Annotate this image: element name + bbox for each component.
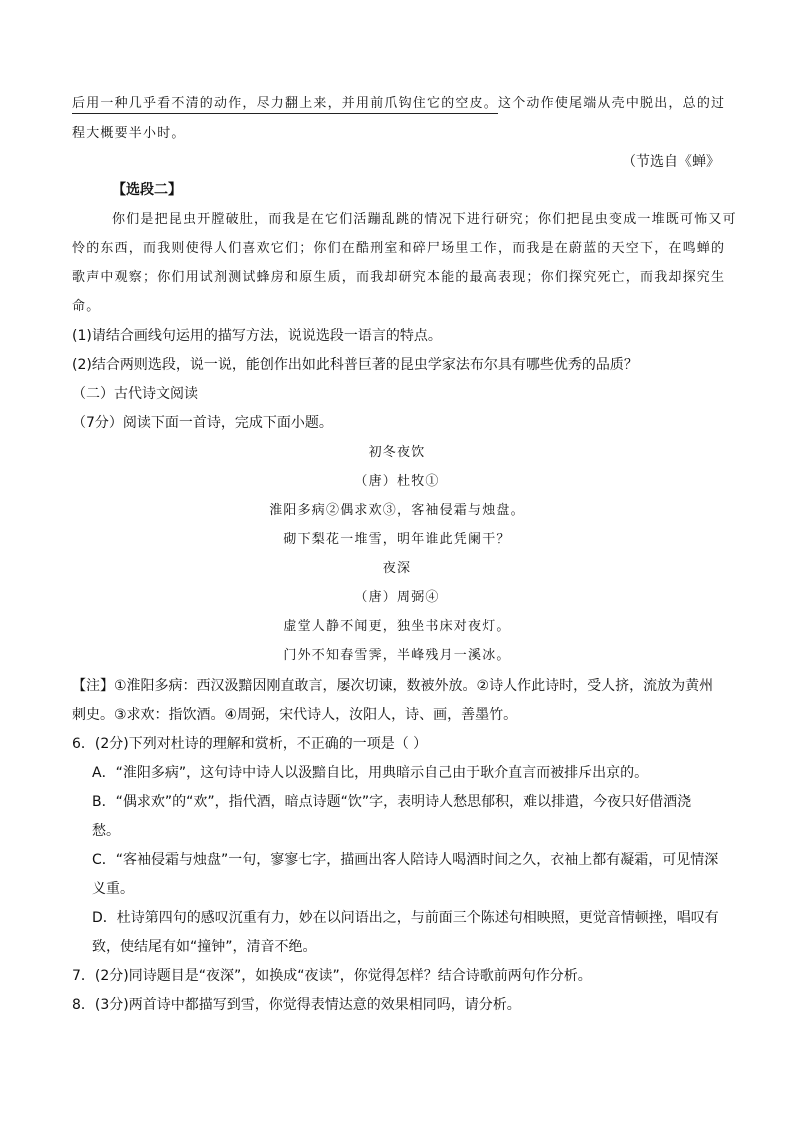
poem2-author: （唐）周弼④ bbox=[354, 590, 440, 605]
excerpt2-paragraph-line: 命。 bbox=[72, 299, 101, 314]
poem1-line: 淮阳多病②偶求欢③，客袖侵霜与烛盘。 bbox=[269, 503, 525, 518]
poem2-line: 虚堂人静不闻更，独坐书床对夜灯。 bbox=[283, 619, 511, 634]
q6-option-d: D．杜诗第四句的感叹沉重有力，妙在以问语出之，与前面三个陈述句相映照，更觉音情顿挫，唱叹有 bbox=[92, 910, 719, 926]
question-7: 7．(2分)同诗题目是“夜深”，如换成“夜读”，你觉得怎样？结合诗歌前两句作分析。 bbox=[72, 968, 592, 984]
poem2-title: 夜深 bbox=[382, 561, 412, 576]
section-instruction: （7分）阅读下面一首诗，完成下面小题。 bbox=[72, 415, 333, 431]
excerpt1-line2: 程大概要半小时。 bbox=[72, 126, 186, 141]
poem1-line: 砌下梨花一堆雪，明年谁此凭阑干？ bbox=[283, 532, 511, 547]
poem1-title: 初冬夜饮 bbox=[368, 445, 426, 460]
poem1-author: （唐）杜牧① bbox=[354, 474, 440, 489]
excerpt2-paragraph-line: 歌声中观察；你们用试剂测试蜂房和原生质，而我却研究本能的最高表现；你们探究死亡，而我却探究生 bbox=[72, 270, 726, 285]
excerpt2-heading: 【选段二】 bbox=[112, 182, 182, 198]
q6-option-c: C．“客袖侵霜与烛盘”一句，寥寥七字，描画出客人陪诗人喝酒时间之久，衣袖上都有凝霜，可见情深 bbox=[92, 852, 719, 868]
q6-option-b: B．“偶求欢”的“欢”，指代酒，暗点诗题“饮”字，表明诗人愁思郁积，难以排遣，今夜只好借酒浇 bbox=[92, 794, 692, 810]
underlined-sentence: 后用一种几乎看不清的动作，尽力翻上来，并用前爪钩住它的空皮。 bbox=[72, 96, 498, 114]
q6-option-d-cont: 致，使结尾有如“撞钟”，清音不绝。 bbox=[92, 939, 317, 955]
excerpt1-source: （节选自《蝉》 bbox=[622, 154, 720, 170]
excerpt2-paragraph-line: 你们是把昆虫开膛破肚，而我是在它们活蹦乱跳的情况下进行研究；你们把昆虫变成一堆既可怖又可 bbox=[112, 212, 737, 227]
q6-option-a: A．“淮阳多病”，这句诗中诗人以汲黯自比，用典暗示自己由于耿介直言而被排斥出京的。 bbox=[92, 765, 649, 781]
poem2-line: 门外不知春雪霁，半峰残月一溪冰。 bbox=[283, 648, 511, 663]
q6-option-c-cont: 义重。 bbox=[92, 881, 134, 897]
q6-option-b-cont: 愁。 bbox=[92, 823, 120, 839]
q6-stem: 6．(2分)下列对杜诗的理解和赏析，不正确的一项是（ ） bbox=[72, 736, 428, 752]
question-1: (1)请结合画线句运用的描写方法，说说选段一语言的特点。 bbox=[72, 328, 442, 344]
notes-line: 【注】①淮阳多病：西汉汲黯因刚直敢言，屡次切谏，数被外放。②诗人作此诗时，受人挤，流放为黄州 bbox=[72, 678, 714, 694]
notes-line: 刺史。③求欢：指饮酒。④周弼，宋代诗人，汝阳人，诗、画，善墨竹。 bbox=[72, 707, 518, 723]
excerpt1-line1-rest: 这个动作使尾端从壳中脱出，总的过 bbox=[498, 96, 726, 111]
section-title: （二）古代诗文阅读 bbox=[72, 386, 198, 402]
excerpt2-paragraph-line: 怜的东西，而我则使得人们喜欢它们；你们在酷刑室和碎尸场里工作，而我是在蔚蓝的天空下，在鸣蝉的 bbox=[72, 241, 726, 256]
excerpt1-line1 bbox=[72, 97, 725, 110]
question-2: (2)结合两则选段，说一说，能创作出如此科普巨著的昆虫学家法布尔具有哪些优秀的品质？ bbox=[72, 357, 638, 373]
question-8: 8．(3分)两首诗中都描写到雪，你觉得表情达意的效果相同吗，请分析。 bbox=[72, 997, 521, 1013]
